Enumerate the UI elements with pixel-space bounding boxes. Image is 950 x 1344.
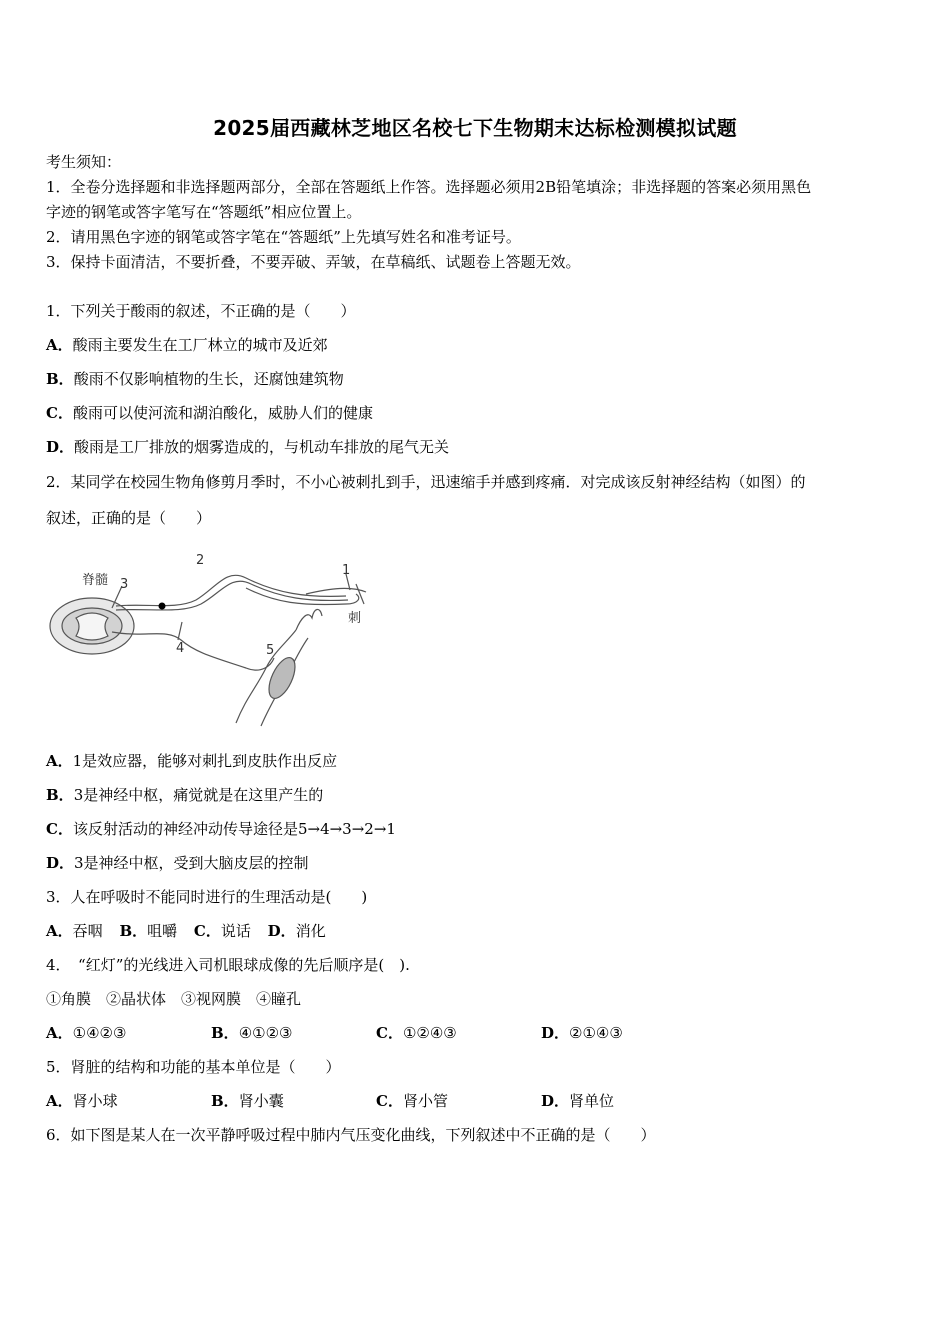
label-spine: 脊髓 xyxy=(82,573,109,588)
option-text: 1是效应器，能够对刺扎到皮肤作出反应 xyxy=(72,752,338,770)
question-1-option-c xyxy=(46,403,373,423)
leader-line-4 xyxy=(178,622,182,640)
question-3-stem: 3．人在呼吸时不能同时进行的生理活动是( ) xyxy=(46,888,368,906)
reflex-arc-figure xyxy=(46,548,376,728)
efferent-nerve-4 xyxy=(112,632,274,670)
notice-label: 考生须知： xyxy=(46,153,122,171)
option-text: 肾小球 xyxy=(72,1092,118,1110)
option-text: 说话 xyxy=(220,922,251,940)
option-letter: A． xyxy=(46,1092,73,1110)
question-5-option-c xyxy=(376,1091,448,1111)
question-4-option-c xyxy=(376,1023,457,1043)
question-1-option-a xyxy=(46,335,328,355)
option-text: 肾小管 xyxy=(402,1092,448,1110)
question-2-option-c xyxy=(46,819,396,839)
question-4-option-a xyxy=(46,1023,126,1043)
label-3: 3 xyxy=(120,577,129,592)
question-1-option-b xyxy=(46,369,344,389)
label-1: 1 xyxy=(342,563,351,578)
option-letter: A． xyxy=(46,752,73,770)
option-text: ④①②③ xyxy=(238,1024,293,1042)
option-text: 酸雨是工厂排放的烟雾造成的，与机动车排放的尾气无关 xyxy=(74,438,450,456)
option-letter: A． xyxy=(46,922,73,940)
question-6-stem: 6．如下图是某人在一次平静呼吸过程中肺内气压变化曲线，下列叙述中不正确的是（ ） xyxy=(46,1126,656,1144)
option-text: 咀嚼 xyxy=(147,922,178,940)
question-1-stem: 1．下列关于酸雨的叙述，不正确的是（ ） xyxy=(46,302,356,320)
question-2-stem-line-1: 2．某同学在校园生物角修剪月季时，不小心被刺扎到手，迅速缩手并感到疼痛．对完成该反射神经结构（如图）的 xyxy=(46,473,806,491)
option-letter: C． xyxy=(46,404,73,422)
question-5-stem: 5．肾脏的结构和功能的基本单位是（ ） xyxy=(46,1058,341,1076)
option-letter: D． xyxy=(541,1092,570,1110)
question-5-option-d xyxy=(541,1091,614,1111)
option-text: 肾小囊 xyxy=(238,1092,284,1110)
question-4-items: ①角膜 ②晶状体 ③视网膜 ④瞳孔 xyxy=(46,990,302,1008)
option-text: 消化 xyxy=(295,922,326,940)
notice-item-2: 2．请用黑色字迹的钢笔或答字笔在“答题纸”上先填写姓名和准考证号。 xyxy=(46,228,521,246)
question-4-stem: 4． “红灯”的光线进入司机眼球成像的先后顺序是( ). xyxy=(46,956,410,974)
question-2-option-a xyxy=(46,751,337,771)
label-thorn: 刺 xyxy=(348,611,362,626)
option-text: ①②④③ xyxy=(402,1024,457,1042)
question-4-option-d xyxy=(541,1023,623,1043)
option-text: 3是神经中枢，受到大脑皮层的控制 xyxy=(74,854,309,872)
option-text: 酸雨主要发生在工厂林立的城市及近郊 xyxy=(72,336,328,354)
option-letter: D． xyxy=(541,1024,570,1042)
option-letter: A． xyxy=(46,1024,73,1042)
question-4-option-b xyxy=(211,1023,292,1043)
option-text: 3是神经中枢，痛觉就是在这里产生的 xyxy=(73,786,324,804)
option-letter: C． xyxy=(376,1024,403,1042)
option-letter: B． xyxy=(46,370,74,388)
option-letter: B． xyxy=(46,786,74,804)
ganglion-dot xyxy=(159,603,166,610)
option-text: ②①④③ xyxy=(569,1024,623,1042)
option-letter: D． xyxy=(46,854,75,872)
gray-matter-butterfly xyxy=(76,613,108,640)
option-text: 酸雨不仅影响植物的生长，还腐蚀建筑物 xyxy=(73,370,344,388)
option-letter: D． xyxy=(46,438,75,456)
option-letter: D． xyxy=(267,922,296,940)
notice-item-1-line-1: 1．全卷分选择题和非选择题两部分，全部在答题纸上作答。选择题必须用2B铅笔填涂；非选择题的答案必须用黑色 xyxy=(46,178,812,196)
page-title: 2025届西藏林芝地区名校七下生物期末达标检测模拟试题 xyxy=(213,116,737,140)
label-5: 5 xyxy=(266,643,275,658)
option-text: 酸雨可以使河流和湖泊酸化，威胁人们的健康 xyxy=(72,404,373,422)
afferent-nerve-2 xyxy=(116,575,346,606)
finger-outline xyxy=(306,588,366,594)
question-2-option-d xyxy=(46,853,309,873)
label-2: 2 xyxy=(196,553,205,568)
notice-item-3: 3．保持卡面清洁，不要折叠，不要弄破、弄皱，在草稿纸、试题卷上答题无效。 xyxy=(46,253,581,271)
option-letter: C． xyxy=(376,1092,403,1110)
option-letter: C． xyxy=(46,820,73,838)
label-4: 4 xyxy=(176,641,185,656)
question-1-option-d xyxy=(46,437,449,457)
option-letter: B． xyxy=(211,1024,239,1042)
option-letter: B． xyxy=(119,922,148,940)
option-letter: A． xyxy=(46,336,73,354)
option-text: 该反射活动的神经冲动传导途径是5→4→3→2→1 xyxy=(72,820,396,838)
option-letter: C． xyxy=(193,922,221,940)
question-5-option-b xyxy=(211,1091,284,1111)
question-2-option-b xyxy=(46,785,323,805)
option-text: 吞咽 xyxy=(72,922,103,940)
notice-item-1-line-2: 字迹的钢笔或答字笔写在“答题纸”相应位置上。 xyxy=(46,203,362,221)
option-text: 肾单位 xyxy=(569,1092,615,1110)
option-text: ①④②③ xyxy=(72,1024,127,1042)
question-2-stem-line-2: 叙述，正确的是（ ） xyxy=(46,509,212,527)
question-5-option-a xyxy=(46,1091,118,1111)
hand-outline xyxy=(296,609,322,630)
question-3-options xyxy=(46,921,326,941)
option-letter: B． xyxy=(211,1092,239,1110)
